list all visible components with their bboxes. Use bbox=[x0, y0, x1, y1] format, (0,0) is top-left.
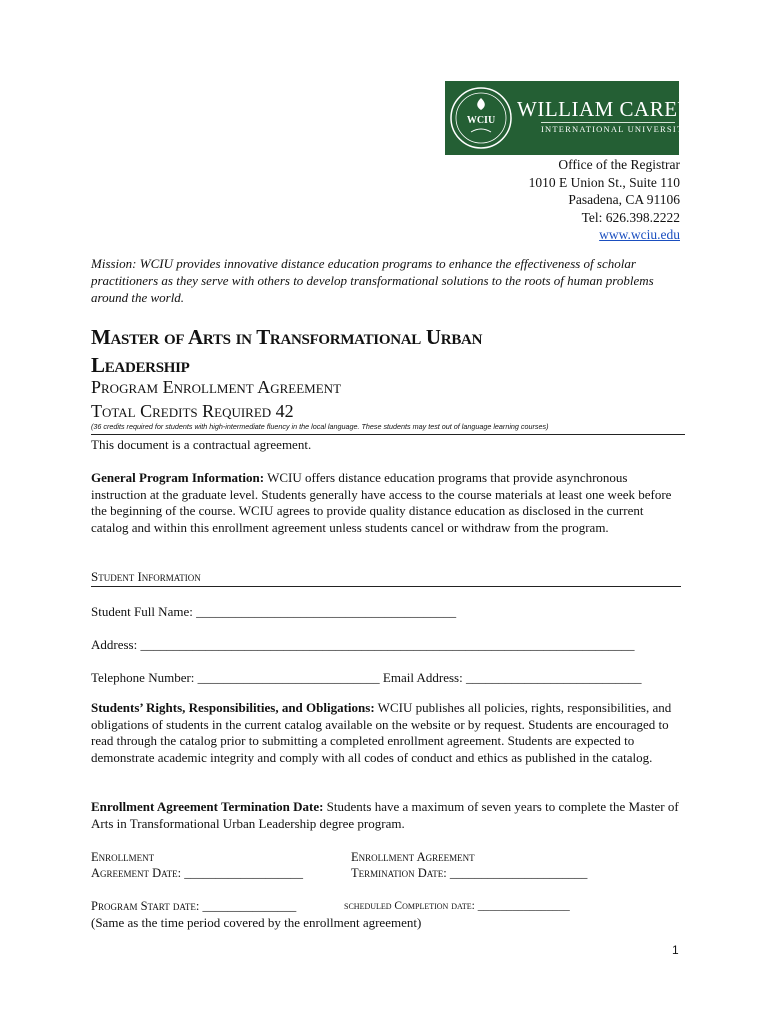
contract-notice: This document is a contractual agreement. bbox=[91, 437, 312, 452]
street-line: 1010 E Union St., Suite 110 bbox=[528, 174, 680, 190]
termination-date-info bbox=[91, 799, 683, 832]
completion-note: (Same as the time period covered by the enrollment agreement) bbox=[91, 915, 422, 930]
office-line: Office of the Registrar bbox=[558, 157, 680, 172]
program-start-field[interactable]: Program Start date: _______________ bbox=[91, 899, 297, 913]
agreement-subtitle: Program Enrollment Agreement bbox=[91, 377, 342, 397]
website-link[interactable]: www.wciu.edu bbox=[599, 227, 680, 242]
mission-statement: Mission: WCIU provides innovative distance education programs to enhance the effectiveness of scholar practitioners as they serve with others to develop transformational solutions to the roots of human problems around the world. bbox=[91, 256, 654, 305]
general-label: General Program Information: bbox=[91, 470, 265, 485]
logo-subtitle: INTERNATIONAL UNIVERSITY bbox=[541, 124, 691, 134]
credits-subtitle: Total Credits Required 42 bbox=[91, 401, 294, 421]
student-info-heading: Student Information bbox=[91, 568, 681, 587]
termination-date-field[interactable]: Termination Date: ______________________ bbox=[351, 866, 588, 880]
termination-label: Enrollment Agreement Termination Date: bbox=[91, 799, 324, 814]
completion-date-field[interactable]: scheduled Completion date: ________________ bbox=[344, 900, 570, 912]
rights-text: WCIU publishes all policies, rights, responsibilities, and obligations of students in the current catalog available on the website or by request. Students are encouraged to read through the catalog prior to submitting a completed enrollment agreement. Students are expected to demonstrate academic integrity and comply with all codes of conduct and ethics as published in the catalog. bbox=[91, 700, 672, 765]
logo-divider bbox=[541, 122, 675, 123]
seal-icon bbox=[449, 86, 513, 150]
general-program-info bbox=[91, 470, 683, 536]
page-number: 1 bbox=[672, 943, 679, 957]
logo-name: WILLIAM CAREY bbox=[517, 97, 694, 121]
seal-text: WCIU bbox=[466, 115, 496, 126]
general-text: WCIU offers distance education programs that provide asynchronous instruction at the graduate level. Students generally have access to the course materials at least one week before the beginning of the course. WCIU agrees to provide quality distance education as disclosed in the current catalog and within this enrollment agreement unless students cancel or withdraw from the program. bbox=[91, 470, 672, 535]
enrollment-date-field[interactable]: Agreement Date: ___________________ bbox=[91, 866, 304, 880]
city-line: Pasadena, CA 91106 bbox=[568, 192, 680, 207]
page-title bbox=[91, 323, 691, 379]
title-line-2: Leadership bbox=[91, 353, 190, 377]
rights-label: Students’ Rights, Responsibilities, and Obligations: bbox=[91, 700, 375, 715]
student-rights bbox=[91, 700, 683, 766]
enrollment-date-label: Enrollment bbox=[91, 850, 155, 864]
address-field[interactable]: Address: ____________________________________________________________________________ bbox=[91, 637, 635, 652]
termination-text: Students have a maximum of seven years to complete the Master of Arts in Transformational Urban Leadership degree program. bbox=[91, 799, 679, 831]
phone-line: Tel: 626.398.2222 bbox=[581, 209, 680, 225]
phone-email-field[interactable]: Telephone Number: ____________________________ Email Address: ___________________________ bbox=[91, 670, 642, 685]
credits-note: (36 credits required for students with high-intermediate fluency in the local language. These students may test out of language learning courses) bbox=[91, 422, 685, 435]
title-line-1: Master of Arts in Transformational Urban bbox=[91, 325, 483, 349]
student-name-field[interactable]: Student Full Name: ________________________________________ bbox=[91, 604, 457, 619]
university-logo bbox=[445, 81, 694, 155]
registrar-address bbox=[529, 156, 680, 244]
termination-date-label: Enrollment Agreement bbox=[351, 850, 475, 864]
